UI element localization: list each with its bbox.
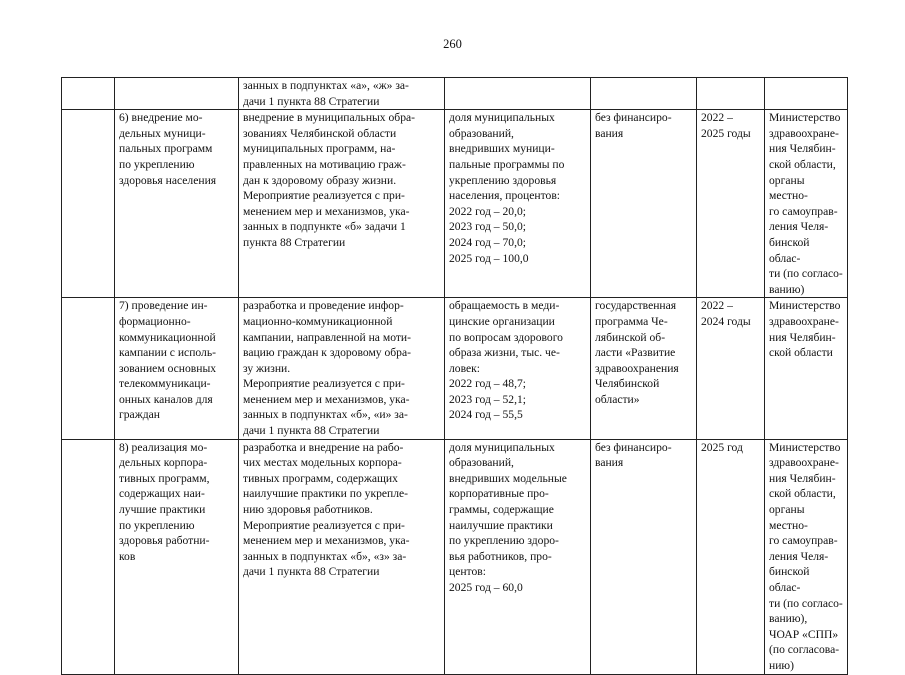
cell-text-line: (по согласова- bbox=[769, 643, 840, 657]
cell-text-line: ти (по согласо- bbox=[769, 267, 843, 281]
cell-text-line: нию здоровья работников. bbox=[243, 503, 373, 517]
measure-name-cell bbox=[115, 439, 239, 674]
cell-text-line: наилучшие практики по укрепле- bbox=[243, 487, 409, 501]
measure-action-cell bbox=[239, 78, 445, 110]
funding-source-cell bbox=[591, 110, 697, 298]
cell-text-line: дачи 1 пункта 88 Стратегии bbox=[243, 424, 380, 438]
funding-source-cell bbox=[591, 439, 697, 674]
cell-text-line: цинские организации bbox=[449, 314, 555, 328]
cell-text-line: внедрение в муниципальных обра- bbox=[243, 111, 416, 125]
cell-text-line: дан к здоровому образу жизни. bbox=[243, 173, 397, 187]
cell-text-line: дачи 1 пункта 88 Стратегии bbox=[243, 565, 380, 579]
cell-text-line: вания bbox=[595, 126, 624, 140]
cell-text-line: органы местно- bbox=[769, 173, 808, 203]
cell-text-line: 7) проведение ин- bbox=[119, 299, 208, 313]
cell-text-line: дачи 1 пункта 88 Стратегии bbox=[243, 94, 380, 108]
cell-text-line: менением мер и механизмов, ука- bbox=[243, 392, 410, 406]
cell-text-line: пункта 88 Стратегии bbox=[243, 235, 346, 249]
cell-text-line: внедривших муници- bbox=[449, 142, 555, 156]
measure-name-cell bbox=[115, 78, 239, 110]
cell-text-line: государственная bbox=[595, 299, 677, 313]
cell-text-line: ЧОАР «СПП» bbox=[769, 627, 839, 641]
cell-text-line: 2022 год – 20,0; bbox=[449, 204, 527, 218]
cell-text-line: укреплению здоровья bbox=[449, 173, 557, 187]
cell-text-line: 2025 год – 100,0 bbox=[449, 251, 529, 265]
table-row bbox=[62, 78, 848, 110]
cell-text-line: образований, bbox=[449, 456, 514, 470]
number-cell bbox=[62, 110, 115, 298]
table-row bbox=[62, 110, 848, 298]
cell-text-line: внедривших модельные bbox=[449, 471, 567, 485]
cell-text-line: 2025 год bbox=[701, 440, 743, 454]
cell-text-line: доля муниципальных bbox=[449, 111, 555, 125]
cell-text-line: по вопросам здорового bbox=[449, 330, 563, 344]
page-number: 260 bbox=[443, 37, 462, 51]
cell-text-line: занных в подпунктах «б», «и» за- bbox=[243, 408, 408, 422]
cell-text-line: 2023 год – 50,0; bbox=[449, 220, 527, 234]
cell-text-line: го самоуправ- bbox=[769, 534, 838, 548]
cell-text-line: вья работников, про- bbox=[449, 549, 552, 563]
cell-text-line: пальные программы по bbox=[449, 157, 565, 171]
cell-text-line: формационно- bbox=[119, 314, 191, 328]
table-row bbox=[62, 439, 848, 674]
funding-source-cell bbox=[591, 298, 697, 439]
cell-text-line: нию) bbox=[769, 658, 794, 672]
cell-text-line: обращаемость в меди- bbox=[449, 299, 560, 313]
cell-text-line: Челябинской bbox=[595, 377, 660, 391]
cell-text-line: ления Челя- bbox=[769, 549, 829, 563]
cell-text-line: дельных корпора- bbox=[119, 456, 208, 470]
cell-text-line: занных в подпунктах «а», «ж» за- bbox=[243, 79, 409, 92]
executor-cell bbox=[765, 110, 848, 298]
cell-text-line: коммуникационной bbox=[119, 330, 216, 344]
measure-name-cell bbox=[115, 110, 239, 298]
cell-text-line: образований, bbox=[449, 126, 514, 140]
cell-text-line: доля муниципальных bbox=[449, 440, 555, 454]
cell-text-line: Мероприятие реализуется с при- bbox=[243, 518, 405, 532]
period-cell bbox=[697, 298, 765, 439]
cell-text-line: 2024 год – 55,5 bbox=[449, 408, 523, 422]
cell-text-line: лябинской об- bbox=[595, 330, 666, 344]
cell-text-line: бинской облас- bbox=[769, 565, 810, 594]
cell-text-line: муниципальных программ, на- bbox=[243, 142, 396, 156]
cell-text-line: зу жизни. bbox=[243, 361, 291, 375]
cell-text-line: вания bbox=[595, 456, 624, 470]
cell-text-line: ния Челябин- bbox=[769, 142, 836, 156]
cell-text-line: ления Челя- bbox=[769, 220, 829, 234]
cell-text-line: зованиях Челябинской области bbox=[243, 126, 397, 140]
cell-text-line: зованием основных bbox=[119, 361, 217, 375]
cell-text-line: ти (по согласо- bbox=[769, 596, 843, 610]
cell-text-line: 2025 год – 60,0 bbox=[449, 581, 523, 594]
measure-action-cell bbox=[239, 298, 445, 439]
cell-text-line: разработка и проведение инфор- bbox=[243, 299, 404, 313]
cell-text-line: ласти «Развитие bbox=[595, 346, 676, 360]
cell-text-line: Министерство bbox=[769, 111, 841, 125]
cell-text-line: корпоративные про- bbox=[449, 487, 549, 501]
cell-text-line: кампании с исполь- bbox=[119, 346, 216, 360]
cell-text-line: здоровья населения bbox=[119, 173, 217, 187]
cell-text-line: ванию) bbox=[769, 282, 805, 296]
period-cell bbox=[697, 439, 765, 674]
executor-cell bbox=[765, 78, 848, 110]
cell-text-line: тивных программ, содержащих bbox=[243, 471, 398, 485]
cell-text-line: ния Челябин- bbox=[769, 471, 836, 485]
cell-text-line: содержащих наи- bbox=[119, 487, 205, 501]
cell-text-line: 2022 – bbox=[701, 299, 733, 313]
cell-text-line: тивных программ, bbox=[119, 471, 210, 485]
measures-table bbox=[61, 77, 848, 675]
cell-text-line: образа жизни, тыс. че- bbox=[449, 346, 560, 360]
executor-cell bbox=[765, 439, 848, 674]
cell-text-line: телекоммуникаци- bbox=[119, 377, 211, 391]
cell-text-line: чих местах модельных корпора- bbox=[243, 456, 402, 470]
cell-text-line: наилучшие практики bbox=[449, 518, 553, 532]
cell-text-line: ской области bbox=[769, 346, 833, 360]
number-cell bbox=[62, 439, 115, 674]
cell-text-line: населения, процентов: bbox=[449, 189, 561, 203]
cell-text-line: ловек: bbox=[449, 361, 480, 375]
cell-text-line: ванию), bbox=[769, 612, 808, 626]
cell-text-line: по укреплению bbox=[119, 518, 195, 532]
cell-text-line: органы местно- bbox=[769, 503, 808, 532]
indicator-cell bbox=[445, 298, 591, 439]
cell-text-line: разработка и внедрение на рабо- bbox=[243, 440, 404, 454]
cell-text-line: ков bbox=[119, 549, 136, 563]
cell-text-line: здоровья работни- bbox=[119, 534, 210, 548]
cell-text-line: без финансиро- bbox=[595, 440, 672, 454]
cell-text-line: занных в подпунктах «б», «з» за- bbox=[243, 549, 407, 563]
cell-text-line: бинской облас- bbox=[769, 235, 810, 265]
cell-text-line: кампании, направленной на моти- bbox=[243, 330, 411, 344]
cell-text-line: 2022 – bbox=[701, 111, 733, 125]
period-cell bbox=[697, 110, 765, 298]
cell-text-line: здравоохране- bbox=[769, 456, 839, 470]
cell-text-line: пальных программ bbox=[119, 142, 213, 156]
cell-text-line: Министерство bbox=[769, 299, 841, 313]
cell-text-line: 2024 год – 70,0; bbox=[449, 235, 527, 249]
cell-text-line: занных в подпункте «б» задачи 1 bbox=[243, 220, 406, 234]
cell-text-line: дельных муници- bbox=[119, 126, 206, 140]
cell-text-line: области» bbox=[595, 392, 640, 406]
indicator-cell bbox=[445, 439, 591, 674]
cell-text-line: ской области, bbox=[769, 157, 836, 171]
indicator-cell bbox=[445, 110, 591, 298]
cell-text-line: го самоуправ- bbox=[769, 204, 838, 218]
cell-text-line: здравоохране- bbox=[769, 314, 839, 328]
number-cell bbox=[62, 78, 115, 110]
cell-text-line: вацию граждан к здоровому обра- bbox=[243, 346, 411, 360]
cell-text-line: лучшие практики bbox=[119, 503, 206, 517]
executor-cell bbox=[765, 298, 848, 439]
table-row bbox=[62, 298, 848, 439]
cell-text-line: 2022 год – 48,7; bbox=[449, 377, 527, 391]
cell-text-line: менением мер и механизмов, ука- bbox=[243, 534, 410, 548]
cell-text-line: по укреплению здоро- bbox=[449, 534, 559, 548]
cell-text-line: центов: bbox=[449, 565, 486, 579]
cell-text-line: 8) реализация мо- bbox=[119, 440, 208, 454]
measure-name-cell bbox=[115, 298, 239, 439]
cell-text-line: 2025 годы bbox=[701, 126, 751, 140]
cell-text-line: Мероприятие реализуется с при- bbox=[243, 189, 405, 203]
cell-text-line: по укреплению bbox=[119, 157, 195, 171]
cell-text-line: граждан bbox=[119, 408, 160, 422]
cell-text-line: Министерство bbox=[769, 440, 841, 454]
number-cell bbox=[62, 298, 115, 439]
cell-text-line: ния Челябин- bbox=[769, 330, 836, 344]
cell-text-line: 2023 год – 52,1; bbox=[449, 392, 527, 406]
cell-text-line: программа Че- bbox=[595, 314, 668, 328]
cell-text-line: здравоохране- bbox=[769, 126, 839, 140]
cell-text-line: граммы, содержащие bbox=[449, 503, 554, 517]
cell-text-line: Мероприятие реализуется с при- bbox=[243, 377, 405, 391]
indicator-cell bbox=[445, 78, 591, 110]
cell-text-line: правленных на мотивацию граж- bbox=[243, 157, 406, 171]
cell-text-line: 2024 годы bbox=[701, 314, 751, 328]
measure-action-cell bbox=[239, 110, 445, 298]
funding-source-cell bbox=[591, 78, 697, 110]
measure-action-cell bbox=[239, 439, 445, 674]
cell-text-line: здравоохранения bbox=[595, 361, 679, 375]
cell-text-line: мационно-коммуникационной bbox=[243, 314, 393, 328]
cell-text-line: менением мер и механизмов, ука- bbox=[243, 204, 410, 218]
cell-text-line: без финансиро- bbox=[595, 111, 672, 125]
cell-text-line: ской области, bbox=[769, 487, 836, 501]
cell-text-line: онных каналов для bbox=[119, 392, 213, 406]
period-cell bbox=[697, 78, 765, 110]
cell-text-line: 6) внедрение мо- bbox=[119, 111, 203, 125]
